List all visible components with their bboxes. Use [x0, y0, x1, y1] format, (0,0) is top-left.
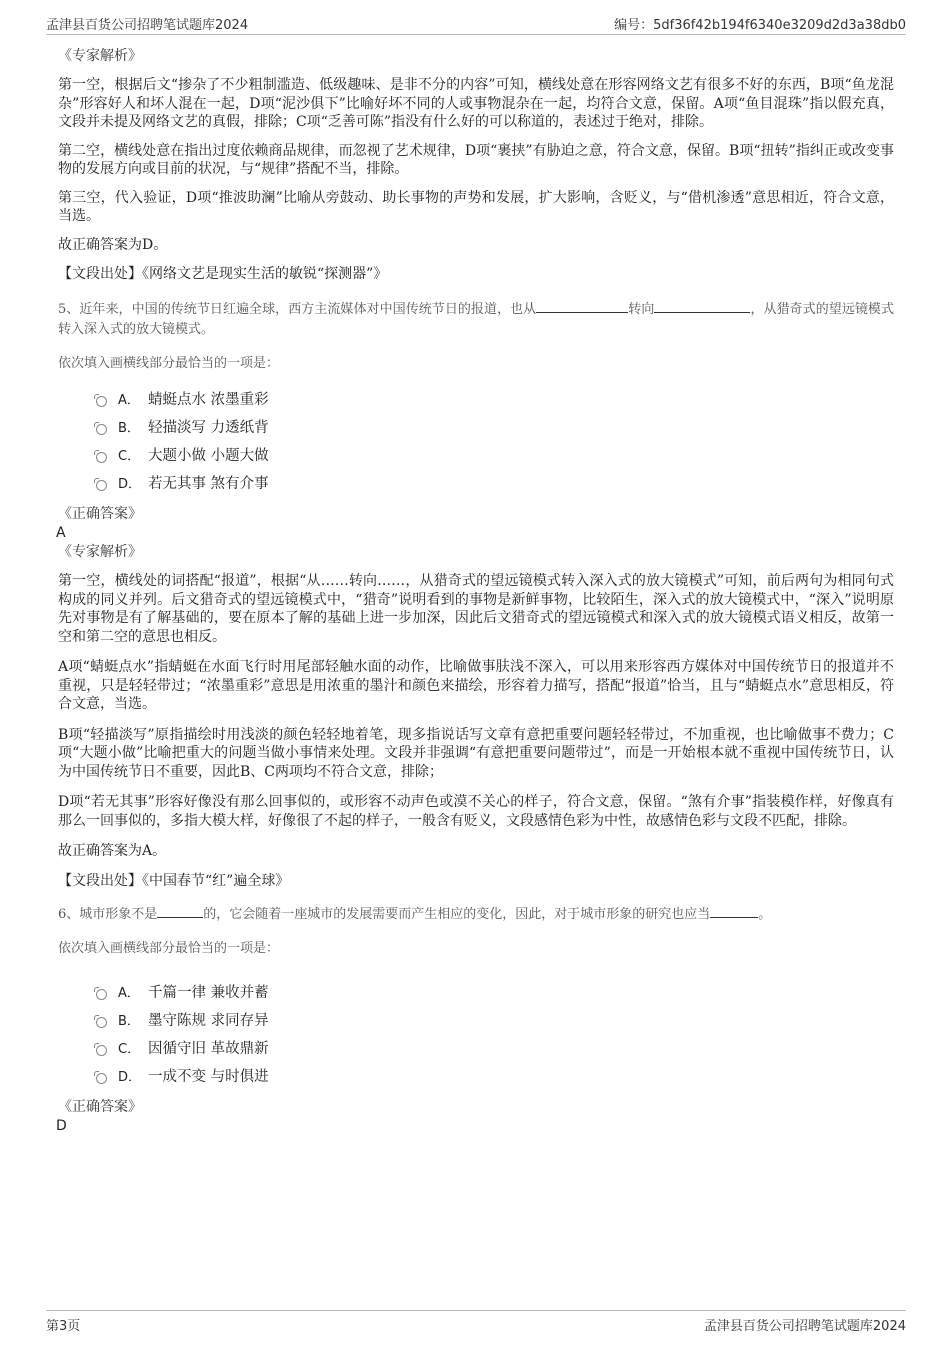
- answer-blank: [536, 298, 628, 313]
- radio-icon[interactable]: [96, 1017, 107, 1028]
- radio-icon[interactable]: [96, 396, 107, 407]
- radio-icon[interactable]: [96, 452, 107, 463]
- correct-answer: A: [56, 525, 66, 541]
- header-code: 编号：5df36f42b194f6340e3209d2d3a38db0: [614, 18, 906, 33]
- radio-icon[interactable]: [96, 1045, 107, 1056]
- passage-source: 【文段出处】《网络文艺是现实生活的敏锐“探测器”》: [58, 266, 388, 282]
- correct-answer: D: [56, 1117, 67, 1134]
- passage-source: 【文段出处】《中国春节“红”遍全球》: [58, 872, 290, 889]
- option-b[interactable]: B． 墨守陈规 求同存异: [96, 1007, 894, 1035]
- option-c[interactable]: C． 大题小做 小题大做: [96, 442, 894, 470]
- page-content: [58, 46, 894, 1135]
- option-d[interactable]: D． 一成不变 与时俱进: [96, 1063, 894, 1091]
- analysis-paragraph: 第二空，横线处意在指出过度依赖商品规律，而忽视了艺术规律，D项“裹挟”有胁迫之意，符合文意，保留。B项“扭转”指纠正或改变事物的发展方向或目前的状况，与“规律”搭配不当，排除。: [58, 142, 894, 177]
- analysis-paragraph: 第三空，代入验证，D项“推波助澜”比喻从旁鼓动、助长事物的声势和发展，扩大影响，含贬义，与“借机渗透”意思相近，符合文意，当选。: [58, 189, 894, 224]
- option-b[interactable]: B． 轻描淡写 力透纸背: [96, 414, 894, 442]
- analysis-paragraph: A项“蜻蜓点水”指蜻蜓在水面飞行时用尾部轻触水面的动作，比喻做事肤浅不深入，可以用来形容西方媒体对中国传统节日的报道并不重视，只是轻轻带过；“浓墨重彩”意思是用浓重的墨汁和颜色来描绘，形容着力描写，搭配“报道”恰当，且与“蜻蜓点水”意思相反，符合文意，当选。: [58, 659, 894, 712]
- page-header: [46, 12, 906, 35]
- page-footer: [46, 1310, 906, 1335]
- answer-label: 《正确答案》: [58, 1098, 142, 1115]
- answer-blank: [710, 903, 758, 918]
- question-instruction: 依次填入画横线部分最恰当的一项是：: [58, 356, 280, 371]
- option-c[interactable]: C． 因循守旧 革故鼎新: [96, 1035, 894, 1063]
- radio-icon[interactable]: [96, 480, 107, 491]
- analysis-paragraph: D项“若无其事”形容好像没有那么回事似的，或形容不动声色或漠不关心的样子，符合文意，保留。“煞有介事”指装模作样，好像真有那么一回事似的，多指大模大样，好像很了不起的样子，一般含有贬义，文段感情色彩为中性，故感情色彩与文段不匹配，排除。: [58, 794, 894, 829]
- answer-blank: [654, 298, 750, 313]
- conclusion: 故正确答案为D。: [58, 236, 168, 253]
- radio-icon[interactable]: [96, 424, 107, 435]
- page-number: 第3页: [46, 1319, 81, 1334]
- option-d[interactable]: D． 若无其事 煞有介事: [96, 470, 894, 498]
- options-list: [96, 386, 894, 498]
- analysis-paragraph: B项“轻描淡写”原指描绘时用浅淡的颜色轻轻地着笔，现多指说话写文章有意把重要问题轻轻带过，不加重视，也比喻做事不费力；C项“大题小做”比喻把重大的问题当做小事情来处理。文段并非强调“有意把重要问题带过”，而是一开始根本就不重视中国传统节日，认为中国传统节日不重要，因此B、C两项均不符合文意，排除；: [58, 726, 894, 780]
- conclusion: 故正确答案为A。: [58, 843, 167, 859]
- analysis-label: 《专家解析》: [58, 48, 142, 64]
- radio-icon[interactable]: [96, 1073, 107, 1084]
- analysis-paragraph: 第一空，根据后文“掺杂了不少粗制滥造、低级趣味、是非不分的内容”可知，横线处意在形容网络文艺有很多不好的东西，B项“鱼龙混杂”形容好人和坏人混在一起，D项“泥沙俱下”比喻好坏不同的人或事物混杂在一起，均符合文意，保留。A项“鱼目混珠”指以假充真，文段并未提及网络文艺的真假，排除；C项“乏善可陈”指没有什么好的可以称道的，表述过于绝对，排除。: [58, 77, 894, 130]
- option-a[interactable]: A． 千篇一律 兼收并蓄: [96, 979, 894, 1007]
- footer-title: 孟津县百货公司招聘笔试题库2024: [703, 1319, 906, 1334]
- option-a[interactable]: A． 蜻蜓点水 浓墨重彩: [96, 386, 894, 414]
- answer-blank: [157, 903, 203, 918]
- answer-label: 《正确答案》: [58, 506, 142, 522]
- question-5-text: 5、近年来，中国的传统节日红遍全球，西方主流媒体对中国传统节日的报道，也从 转向 ，从猎奇式的望远镜模式转入深入式的放大镜模式。: [58, 298, 894, 340]
- question-instruction: 依次填入画横线部分最恰当的一项是：: [58, 940, 280, 956]
- radio-icon[interactable]: [96, 989, 107, 1000]
- analysis-label: 《专家解析》: [58, 544, 142, 560]
- header-title: 孟津县百货公司招聘笔试题库2024: [46, 18, 249, 33]
- question-6-text: 6、城市形象不是 的，它会随着一座城市的发展需要而产生相应的变化，因此，对于城市形象的研究也应当 。: [58, 903, 894, 925]
- options-list: [96, 979, 894, 1091]
- analysis-paragraph: 第一空，横线处的词搭配“报道”，根据“从……转向……，从猎奇式的望远镜模式转入深入式的放大镜模式”可知，前后两句为相同句式构成的同义并列。后文猎奇式的望远镜模式中，“猎奇”说明看到的事物是新鲜事物，比较陌生，深入式的放大镜模式中，“深入”说明原先对事物是有了解基础的，要在原本了解的基础上进一步加深，因此后文猎奇式的望远镜模式和深入式的放大镜模式语义相反，故第一空和第二空的意思也相反。: [58, 573, 894, 645]
